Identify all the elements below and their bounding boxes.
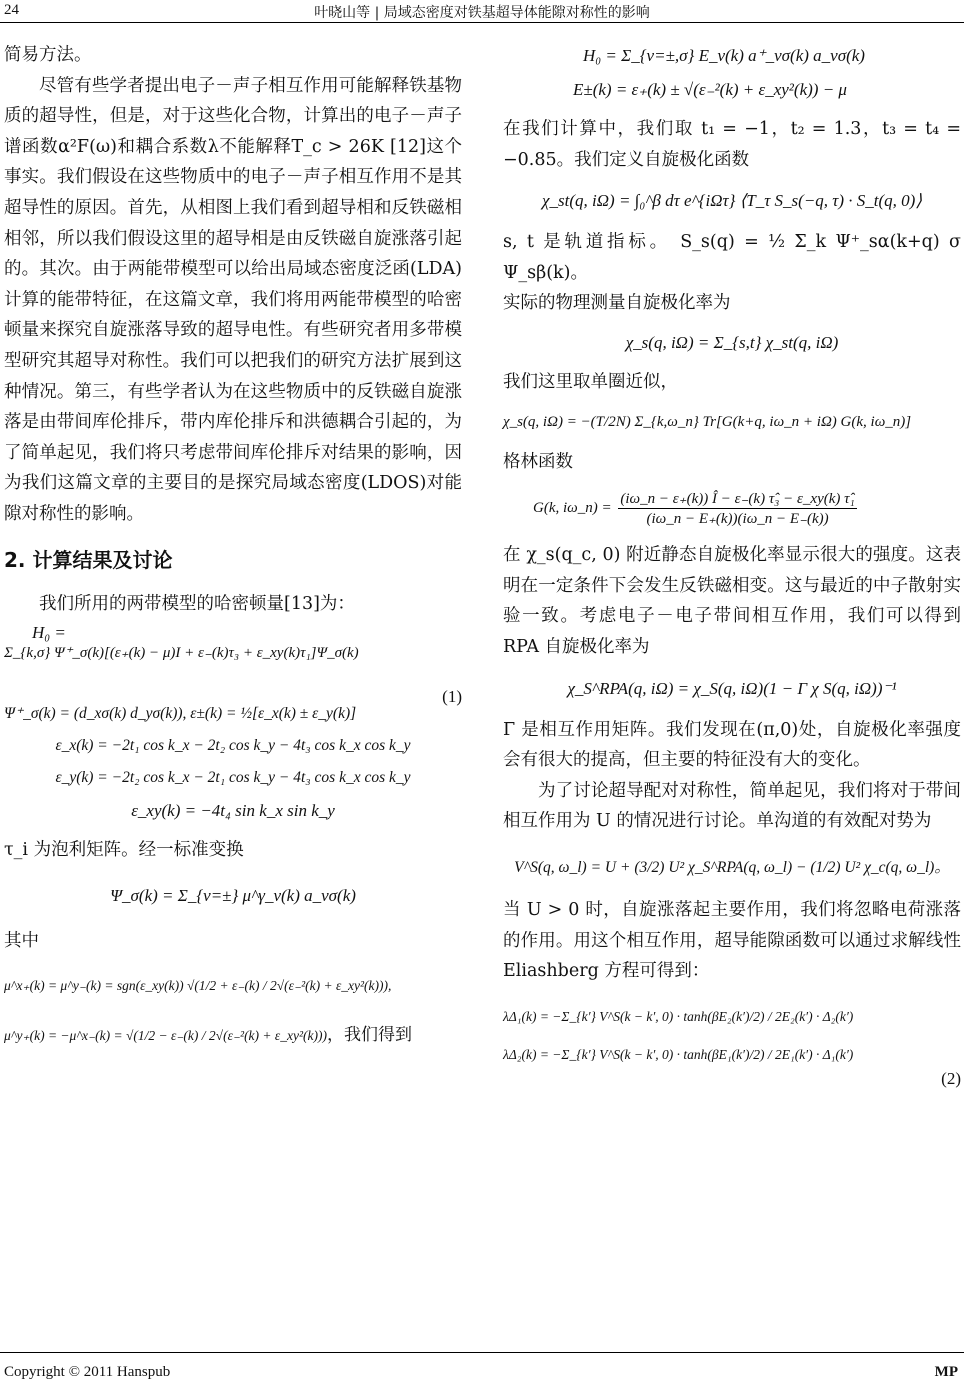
- equation-e-pm: E±(k) = ε₊(k) ± √(ε₋²(k) + ε_xy²(k)) − μ: [573, 80, 847, 99]
- paragraph: 我们这里取单圈近似，: [503, 371, 678, 392]
- paragraph: Γ 是相互作用矩阵。我们发现在(π,0)处，自旋极化率强度会有很大的提高，但主要的特征没有大的变化。: [503, 719, 961, 771]
- paragraph: 简易方法。: [4, 45, 92, 65]
- right-column: [503, 40, 961, 1089]
- equation-green-denominator: (iω_n − E₊(k))(iω_n − E₋(k)): [646, 511, 829, 528]
- equation-number: (2): [941, 1068, 961, 1088]
- equation-h0: H₀ = Σ_{ν=±,σ} E_ν(k) a⁺_νσ(k) a_νσ(k): [583, 46, 865, 65]
- equation-number: (1): [442, 687, 462, 707]
- equation-psi: Ψ⁺_σ(k) = (d_xσ(k) d_yσ(k)), ε±(k) = ½[ε_x(k) ± ε_y(k)]: [4, 705, 357, 723]
- journal-abbrev: MP: [934, 1364, 958, 1380]
- page-number: 24: [4, 2, 19, 18]
- equation-eliashberg-1: λΔ₁(k) = −Σ_{k′} V^S(k − k′, 0) · tanh(βE₂(k′)/2) / 2E₂(k′) · Δ₂(k′): [503, 1008, 854, 1024]
- paragraph: 尽管有些学者提出电子－声子相互作用可能解释铁基物质的超导性，但是，对于这些化合物，计算出的电子－声子谱函数α²F(ω)和耦合系数λ不能解释T_c > 26K [12]这个事实。我们假设在这些物质中的电子－声子相互作用不是其超导性的原因。首先，从相图上我们看到超导相和反铁磁相相邻，所以我们假设这里的超导相是由反铁磁自旋涨落引起的。其次。由于两能带模型可以给出局域态密度泛函(LDA)计算的能带特征，在这篇文章，我们将用两能带模型的哈密顿量来探究自旋涨落导致的超导电性。有些研究者用多带模型研究其超导对称性。我们可以把我们的研究方法扩展到这种情况。第三，有些学者认为在这些物质中的反铁磁自旋涨落是由带间库伦排斥，带内库伦排斥和洪德耦合引起的，为了简单起见，我们将只考虑带间库伦排斥对结果的影响，因为我们这篇文章的主要目的是探究局域态密度(LDOS)对能隙对称性的影响。: [4, 75, 462, 524]
- paragraph: τ_i 为泡利矩阵。经一标准变换: [4, 840, 244, 861]
- equation-1-lhs: H₀ =: [32, 623, 66, 643]
- page-header: [0, 0, 964, 22]
- equation-mu-1: μ^x₊(k) = μ^y₋(k) = sgn(ε_xy(k)) √(1/2 + ε₋(k) / 2√(ε₋²(k) + ε_xy²(k))),: [4, 978, 392, 994]
- paragraph: s, t 是轨道指标。 S_s(q) = ½ Σ_k Ψ⁺_sα(k+q) σ Ψ_sβ(k)。: [503, 232, 961, 283]
- paragraph: 在 χ_s(q_c, 0) 附近静态自旋极化率显示很大的强度。这表明在一定条件下会发生反铁磁相变。这与最近的中子散射实验一致。考虑电子－电子带间相互作用，我们可以得到 RPA 自旋极化率为: [503, 545, 961, 657]
- equation-epsilon-y: ε_y(k) = −2t₂ cos k_x − 2t₁ cos k_y − 4t₃ cos k_x cos k_y: [55, 769, 411, 787]
- left-column: [4, 40, 462, 1071]
- equation-green-lhs: G(k, iω_n) =: [533, 500, 612, 517]
- page-footer: [0, 1352, 964, 1380]
- equation-epsilon-x: ε_x(k) = −2t₁ cos k_x − 2t₂ cos k_y − 4t₃ cos k_x cos k_y: [55, 737, 411, 755]
- equation-chi-s: χ_s(q, iΩ) = Σ_{s,t} χ_st(q, iΩ): [625, 332, 839, 352]
- equation-1-rhs: Σ_{k,σ} Ψ⁺_σ(k)[(ε₊(k) − μ)I + ε₋(k)τ₃ + ε_xy(k)τ₁]Ψ_σ(k): [4, 645, 359, 662]
- equation-vs: V^S(q, ω_l) = U + (3/2) U² χ_S^RPA(q, ω_l) − (1/2) U² χ_c(q, ω_l)。: [514, 858, 950, 876]
- equation-mu-2-body: μ^y₊(k) = −μ^x₋(k) = √(1/2 − ε₋(k) / 2√(ε₋²(k) + ε_xy²(k))): [4, 1028, 327, 1044]
- header-rule: [0, 22, 964, 23]
- paragraph: 格林函数: [503, 451, 573, 472]
- equation-eliashberg-2: λΔ₂(k) = −Σ_{k′} V^S(k − k′, 0) · tanh(βE₁(k′)/2) / 2E₁(k′) · Δ₁(k′): [503, 1046, 854, 1062]
- equation-rpa: χ_S^RPA(q, iΩ) = χ_S(q, iΩ)(1 − Γ χ S(q, iΩ))⁻¹: [567, 678, 897, 698]
- footer-rule: [0, 1352, 964, 1353]
- equation-epsilon-xy: ε_xy(k) = −4t₄ sin k_x sin k_y: [131, 801, 335, 821]
- paragraph: 我们所用的两带模型的哈密顿量[13]为：: [39, 593, 355, 614]
- equation-chi-st: χ_st(q, iΩ) = ∫₀^β dτ e^{iΩτ} ⟨T_τ S_s(−q, τ) · S_t(q, 0)⟩: [542, 191, 922, 211]
- equation-green: [533, 489, 961, 528]
- equation-loop: χ_s(q, iΩ) = −(T/2N) Σ_{k,ω_n} Tr[G(k+q, iω_n + iΩ) G(k, iω_n)]: [503, 413, 912, 430]
- equation-mu-2-tail: ，我们得到: [327, 1025, 412, 1046]
- equation-1: [4, 623, 462, 707]
- equation-transform: Ψ_σ(k) = Σ_{ν=±} μ^γ_ν(k) a_νσ(k): [110, 885, 356, 905]
- equation-green-numerator: (iω_n − ε₊(k)) Î − ε₋(k) τ̂₃ − ε_xy(k) τ̂₁: [620, 491, 855, 508]
- paragraph: 为了讨论超导配对对称性，简单起见，我们将对于带间相互作用为 U 的情况进行讨论。单沟道的有效配对势为: [503, 780, 961, 832]
- paragraph: 实际的物理测量自旋极化率为: [503, 293, 731, 314]
- section-title: 2. 计算结果及讨论: [4, 547, 173, 572]
- paragraph: 当 U > 0 时，自旋涨落起主要作用，我们将忽略电荷涨落的作用。用这个相互作用，超导能隙函数可以通过求解线性 Eliashberg 方程可得到：: [503, 899, 961, 982]
- paragraph: 其中: [4, 930, 39, 951]
- running-title: 叶晓山等 | 局域态密度对铁基超导体能隙对称性的影响: [314, 5, 650, 21]
- equation-mu-2: [4, 1020, 462, 1045]
- equation-green-fraction: [618, 489, 856, 528]
- paragraph: 在我们计算中，我们取 t₁ = −1，t₂ = 1.3，t₃ = t₄ = −0.85。我们定义自旋极化函数: [503, 119, 961, 170]
- copyright: Copyright © 2011 Hanspub: [4, 1364, 171, 1380]
